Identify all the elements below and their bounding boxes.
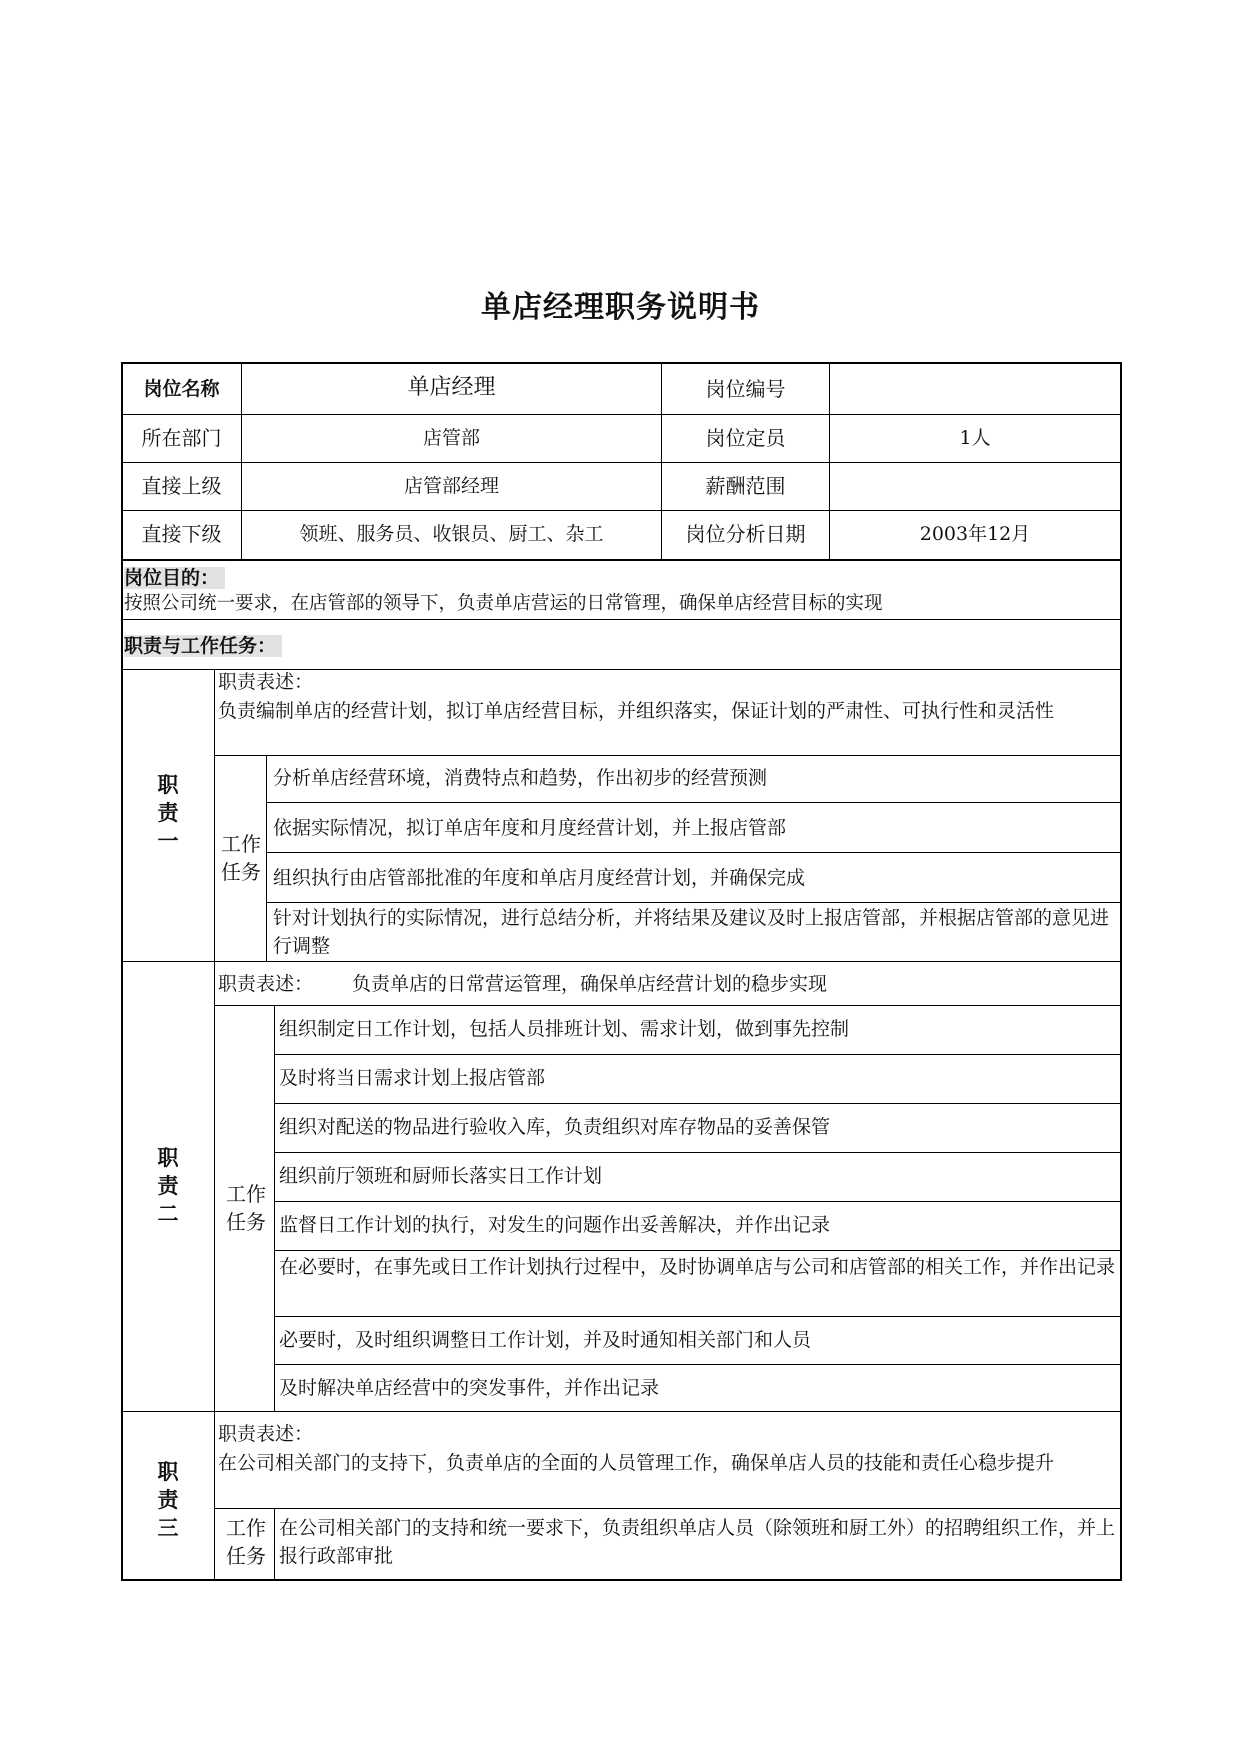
duty-3-task: 在公司相关部门的支持和统一要求下，负责组织单店人员（除领班和厨工外）的招聘组织工作，并上报行政部审批 bbox=[279, 1517, 1116, 1567]
row-divider bbox=[275, 1201, 1121, 1202]
purpose-text: 按照公司统一要求，在店管部的领导下，负责单店营运的日常管理，确保单店经营目标的实现 bbox=[124, 593, 883, 614]
direct-superior-value: 店管部经理 bbox=[403, 475, 499, 497]
row-divider bbox=[122, 462, 1121, 463]
column-divider bbox=[274, 1509, 275, 1579]
duty-3-statement: 在公司相关部门的支持下，负责单店的全面的人员管理工作，确保单店人员的技能和责任心稳步提升 bbox=[218, 1452, 1055, 1474]
direct-subordinates-value: 领班、服务员、收银员、厨工、杂工 bbox=[299, 523, 604, 545]
direct-superior-label: 直接上级 bbox=[141, 474, 222, 498]
row-divider bbox=[122, 1411, 1121, 1412]
row-divider bbox=[215, 1005, 1121, 1006]
duty-1-task: 针对计划执行的实际情况，进行总结分析，并将结果及建议及时上报店管部，并根据店管部的意见进行调整 bbox=[273, 907, 1110, 957]
row-divider bbox=[275, 1364, 1121, 1365]
duties-heading: 职责与工作任务： bbox=[124, 632, 282, 660]
column-divider bbox=[274, 1006, 275, 1411]
row-divider bbox=[275, 1316, 1121, 1317]
duty-2-label: 职责二 bbox=[157, 1146, 179, 1226]
duty-3-label: 职责三 bbox=[157, 1460, 179, 1540]
row-divider bbox=[267, 802, 1121, 803]
duty-1-label: 职责一 bbox=[157, 773, 179, 853]
department-label: 所在部门 bbox=[141, 426, 222, 450]
duty-1-task: 依据实际情况，拟订单店年度和月度经营计划，并上报店管部 bbox=[273, 817, 787, 839]
row-divider bbox=[122, 559, 1121, 561]
duty-2-tasks-label: 工作任务 bbox=[226, 1182, 266, 1234]
duty-2-task: 组织制定日工作计划，包括人员排班计划、需求计划，做到事先控制 bbox=[279, 1018, 850, 1040]
duty-2-task: 组织对配送的物品进行验收入库，负责组织对库存物品的妥善保管 bbox=[279, 1116, 831, 1138]
duty-2-task: 及时解决单店经营中的突发事件，并作出记录 bbox=[279, 1377, 660, 1399]
duty-3-tasks-label: 工作任务 bbox=[226, 1516, 266, 1568]
duty-2-statement: 负责单店的日常营运管理，确保单店经营计划的稳步实现 bbox=[352, 973, 828, 995]
duty-2-task: 必要时，及时组织调整日工作计划，并及时通知相关部门和人员 bbox=[279, 1329, 812, 1351]
analysis-date-label: 岗位分析日期 bbox=[685, 522, 806, 546]
column-divider bbox=[266, 756, 267, 961]
row-divider bbox=[267, 852, 1121, 853]
row-divider bbox=[275, 1054, 1121, 1055]
duty-1-statement-label: 职责表述： bbox=[218, 671, 314, 693]
position-code-label: 岗位编号 bbox=[705, 377, 786, 401]
direct-subordinates-label: 直接下级 bbox=[141, 522, 222, 546]
headcount-label: 岗位定员 bbox=[705, 426, 786, 450]
purpose-heading: 岗位目的： bbox=[124, 564, 225, 592]
duty-2-task: 监督日工作计划的执行，对发生的问题作出妥善解决，并作出记录 bbox=[279, 1214, 831, 1236]
row-divider bbox=[267, 902, 1121, 903]
duty-2-task: 组织前厅领班和厨师长落实日工作计划 bbox=[279, 1165, 603, 1187]
position-name-label: 岗位名称 bbox=[143, 378, 220, 400]
duty-1-statement: 负责编制单店的经营计划，拟订单店经营目标，并组织落实，保证计划的严肃性、可执行性和灵活性 bbox=[218, 700, 1055, 722]
row-divider bbox=[122, 510, 1121, 511]
duty-2-statement-label: 职责表述： bbox=[218, 973, 314, 995]
duty-2-task: 及时将当日需求计划上报店管部 bbox=[279, 1067, 546, 1089]
headcount-value: 1人 bbox=[959, 427, 991, 449]
duty-1-tasks-label: 工作任务 bbox=[221, 832, 261, 884]
department-value: 店管部 bbox=[422, 427, 480, 449]
row-divider bbox=[275, 1152, 1121, 1153]
row-divider bbox=[275, 1250, 1121, 1251]
salary-range-label: 薪酬范围 bbox=[705, 474, 786, 498]
row-divider bbox=[215, 755, 1121, 756]
analysis-date-value: 2003年12月 bbox=[919, 523, 1031, 545]
column-divider bbox=[214, 670, 215, 1579]
row-divider bbox=[215, 1508, 1121, 1509]
duty-1-task: 组织执行由店管部批准的年度和单店月度经营计划，并确保完成 bbox=[273, 867, 806, 889]
row-divider bbox=[122, 961, 1121, 962]
page-title: 单店经理职务说明书 bbox=[481, 290, 760, 325]
position-name-value: 单店经理 bbox=[407, 375, 496, 400]
duty-2-task: 在必要时，在事先或日工作计划执行过程中，及时协调单店与公司和店管部的相关工作，并作出记录 bbox=[279, 1256, 1116, 1278]
row-divider bbox=[122, 414, 1121, 415]
row-divider bbox=[122, 619, 1121, 620]
duty-3-statement-label: 职责表述： bbox=[218, 1423, 314, 1445]
duty-1-task: 分析单店经营环境，消费特点和趋势，作出初步的经营预测 bbox=[273, 767, 768, 789]
row-divider bbox=[275, 1103, 1121, 1104]
